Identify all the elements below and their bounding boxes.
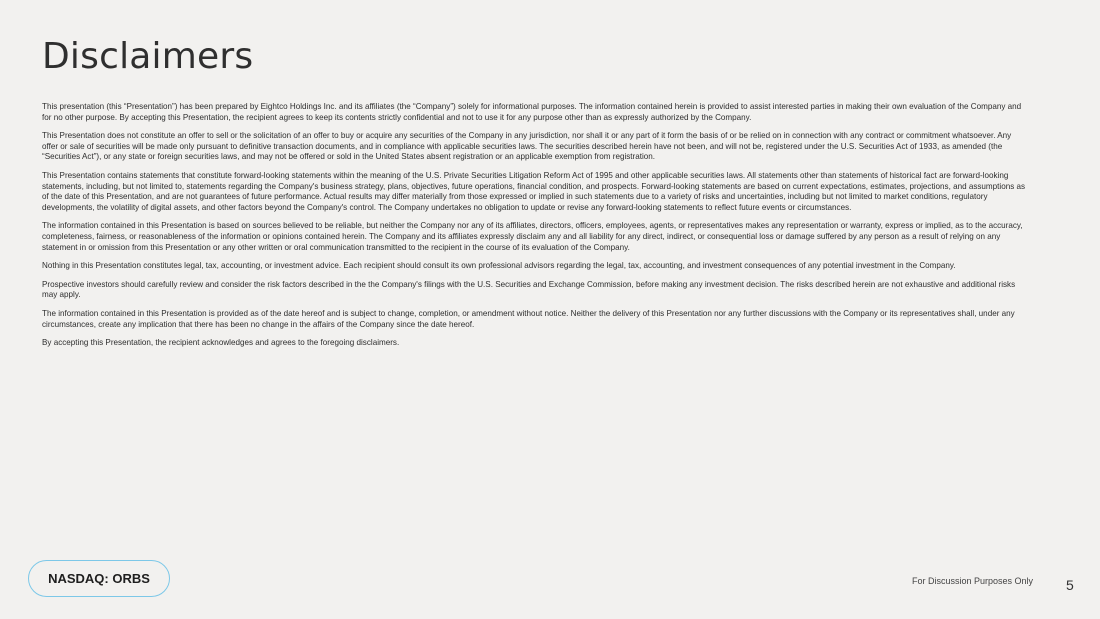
disclaimer-paragraph: The information contained in this Presentation is provided as of the date hereof and is subject to change, completion, or amendment without notice. Neither the delivery of this Presentation nor any further discussions with the Company or its representatives shall, under any circumstances, create any implication that there has been no change in the affairs of the Company since the date hereof. [42, 308, 1015, 329]
disclaimer-paragraph: By accepting this Presentation, the recipient acknowledges and agrees to the foregoing disclaimers. [42, 338, 400, 348]
disclaimer-paragraph: This presentation (this “Presentation”) has been prepared by Eightco Holdings Inc. and its affiliates (the “Company”) solely for informational purposes. The information contained herein is provided to assist interested parties in making their own evaluation of the Company and for no other purpose. By accepting this Presentation, the recipient agrees to keep its contents strictly confidential and not to use it for any purpose other than as expressly authorized by the Company. [42, 102, 1022, 122]
ticker-badge: NASDAQ: ORBS [28, 560, 170, 597]
disclaimer-paragraph: This Presentation does not constitute an offer to sell or the solicitation of an offer to buy or acquire any securities of the Company in any jurisdiction, nor shall it or any part of it form the basis of or be relied on in connection with any contract or commitment whatsoever. Any offer or sale of securities will be made only pursuant to definitive transaction documents, and in compliance with applicable securities laws. The securities described herein have not been, and will not be, registered under the U.S. Securities Act of 1933, as amended (the “Securities Act”), or any state or foreign securities laws, and may not be offered or sold in the United States absent registration or an applicable exemption from registration. [42, 131, 1012, 162]
disclaimer-paragraph: Prospective investors should carefully review and consider the risk factors described in the the Company's filings with the U.S. Securities and Exchange Commission, before making any investment decision. The risks described herein are not exhaustive and additional risks may apply. [42, 279, 1016, 300]
page-title: Disclaimers [42, 36, 254, 77]
footer-note: For Discussion Purposes Only [912, 576, 1034, 586]
disclaimer-paragraph: This Presentation contains statements that constitute forward-looking statements within the meaning of the U.S. Private Securities Litigation Reform Act of 1995 and other applicable securities laws. All statements other than statements of historical fact are forward-looking statements, including, but not limited to, statements regarding the Company's business strategy, plans, objectives, future operations, financial condition, and prospects. Forward-looking statements are based on current expectations, estimates, projections, and assumptions as of the date of this Presentation, and are not guarantees of future performance. Actual results may differ materially from those expressed or implied in such statements due to a variety of risks and uncertainties, including but not limited to market conditions, regulatory developments, the volatility of digital assets, and other factors beyond the Company's control. The Company undertakes no obligation to update or revise any forward-looking statements to reflect future events or circumstances. [42, 170, 1026, 212]
disclaimer-paragraph: The information contained in this Presentation is based on sources believed to be reliable, but neither the Company nor any of its affiliates, directors, officers, employees, agents, or representatives makes any representation or warranty, express or implied, as to the accuracy, completeness, fairness, or reasonableness of the information or opinions contained herein. The Company and its affiliates expressly disclaim any and all liability for any direct, indirect, or consequential loss or damage suffered by any person as a result of relying on any statement in or omission from this Presentation or any other written or oral communication transmitted to the recipient in the course of its evaluation of the Company. [42, 221, 1023, 252]
disclaimer-body [42, 102, 1026, 357]
page-number: 5 [1066, 577, 1074, 593]
disclaimer-paragraph: Nothing in this Presentation constitutes legal, tax, accounting, or investment advice. Each recipient should consult its own professional advisors regarding the legal, tax, accounting, and investment consequences of any potential investment in the Company. [42, 261, 956, 271]
